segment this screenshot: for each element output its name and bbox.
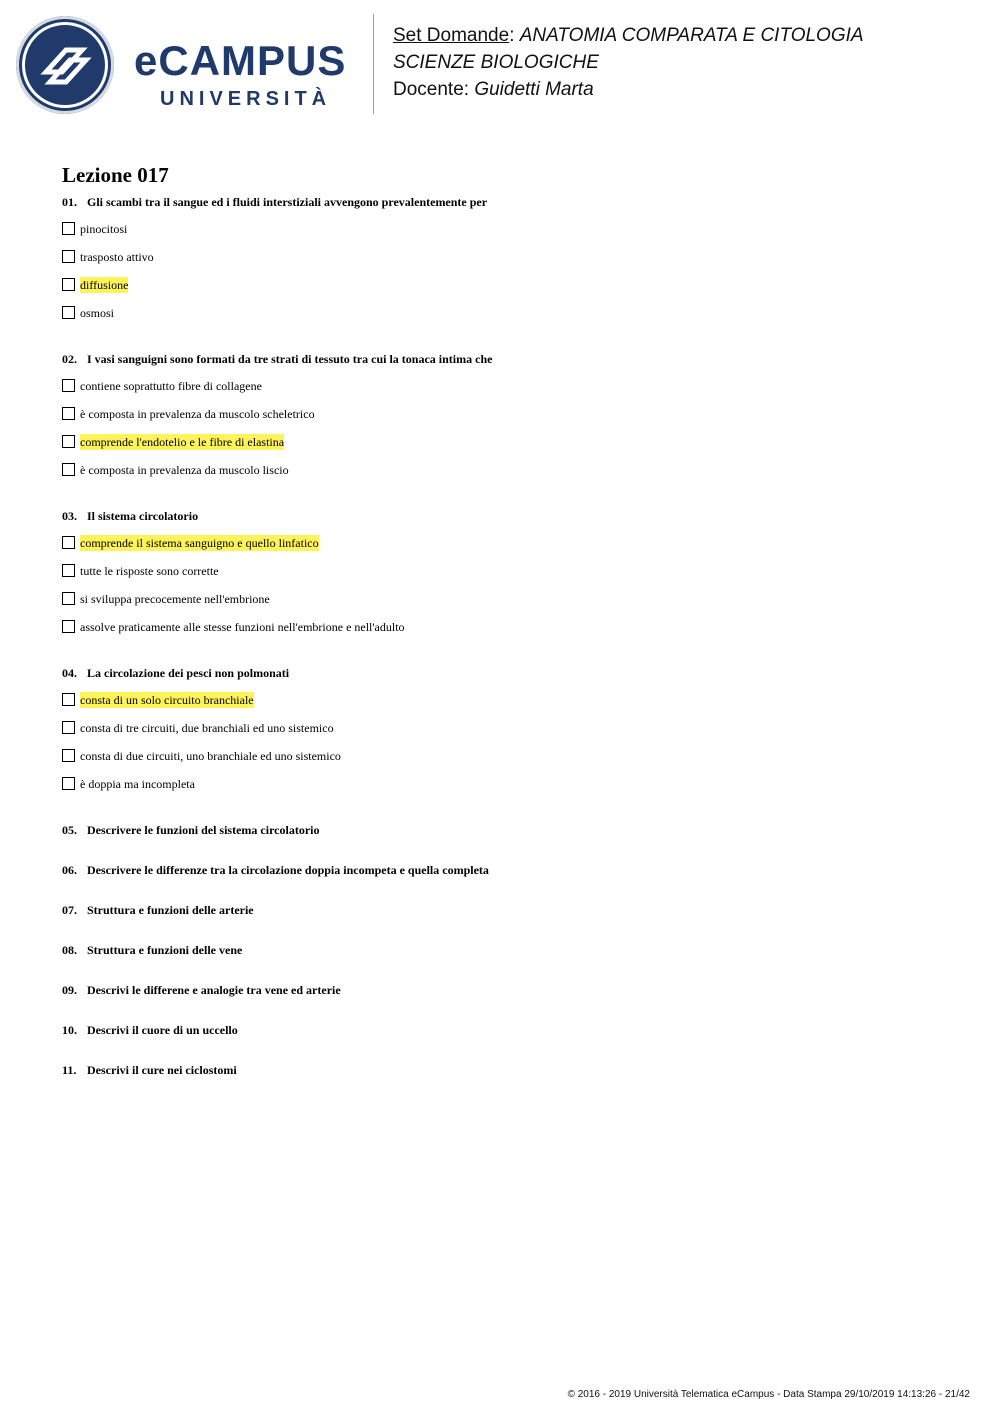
question-text [62,351,962,367]
question-text [62,942,962,958]
lesson-title: Lezione 017 [62,163,169,187]
question-label: Gli scambi tra il sangue ed i fluidi interstiziali avvengono prevalentemente per [87,195,488,209]
question-text [62,665,962,681]
answer-option[interactable] [62,459,962,487]
answer-text: tutte le risposte sono corrette [80,564,219,578]
answer-checkbox[interactable] [62,749,75,762]
question-number: 01. [62,195,77,209]
answer-checkbox[interactable] [62,250,75,263]
question-block [62,982,962,998]
answer-text: è composta in prevalenza da muscolo scheletrico [80,407,315,421]
answer-checkbox[interactable] [62,306,75,319]
page-footer: © 2016 - 2019 Università Telematica eCampus - Data Stampa 29/10/2019 14:13:26 - 21/42 [567,1389,970,1400]
question-number: 09. [62,983,77,997]
brand-name: eCAMPUS [134,37,347,84]
question-block [62,862,962,878]
answer-option[interactable] [62,588,962,616]
question-number: 04. [62,666,77,680]
answer-option[interactable] [62,616,962,644]
question-set [62,162,962,1102]
answer-checkbox[interactable] [62,278,75,291]
question-block [62,902,962,918]
answer-checkbox[interactable] [62,721,75,734]
answer-text: osmosi [80,306,115,320]
question-block [62,1022,962,1038]
answer-option[interactable] [62,717,962,745]
question-block [62,508,962,644]
answer-option[interactable] [62,689,962,717]
question-list [62,194,962,1078]
answer-option[interactable] [62,274,962,302]
set-title-line1: ANATOMIA COMPARATA E CITOLOGIA [519,25,864,46]
answer-text-highlighted: comprende l'endotelio e le fibre di elastina [80,435,285,449]
page-header [0,0,1000,130]
question-label: Il sistema circolatorio [87,509,199,523]
answer-option[interactable] [62,375,962,403]
question-label: Descrivi le differene e analogie tra vene ed arterie [87,983,341,997]
question-block [62,194,962,330]
answer-checkbox[interactable] [62,463,75,476]
question-number: 11. [62,1063,77,1077]
question-label: Struttura e funzioni delle arterie [87,903,254,917]
answer-text: assolve praticamente alle stesse funzioni nell'embrione e nell'adulto [80,620,405,634]
answer-checkbox[interactable] [62,564,75,577]
question-text [62,862,962,878]
answer-text: è composta in prevalenza da muscolo liscio [80,463,289,477]
question-number: 08. [62,943,77,957]
answer-option[interactable] [62,403,962,431]
answer-option[interactable] [62,246,962,274]
answer-checkbox[interactable] [62,592,75,605]
answer-checkbox[interactable] [62,222,75,235]
question-block [62,351,962,487]
answer-text: consta di due circuiti, uno branchiale ed uno sistemico [80,749,341,763]
question-number: 05. [62,823,77,837]
answer-text: pinocitosi [80,222,128,236]
answer-text: è doppia ma incompleta [80,777,195,791]
question-text [62,1062,962,1078]
question-number: 02. [62,352,77,366]
question-block [62,822,962,838]
question-text [62,194,962,210]
question-label: Descrivi il cure nei ciclostomi [87,1063,237,1077]
question-label: Struttura e funzioni delle vene [87,943,243,957]
question-text [62,902,962,918]
question-text [62,508,962,524]
question-label: Descrivere le funzioni del sistema circolatorio [87,823,320,837]
set-label: Set Domande [393,25,510,46]
answer-option[interactable] [62,773,962,801]
answer-text-highlighted: comprende il sistema sanguigno e quello linfatico [80,536,319,550]
answer-option[interactable] [62,431,962,459]
answer-checkbox[interactable] [62,536,75,549]
header-divider [373,14,374,114]
answer-checkbox[interactable] [62,620,75,633]
question-label: I vasi sanguigni sono formati da tre strati di tessuto tra cui la tonaca intima che [87,352,493,366]
answer-checkbox[interactable] [62,407,75,420]
answer-option[interactable] [62,560,962,588]
question-text [62,822,962,838]
answer-text: consta di tre circuiti, due branchiali ed uno sistemico [80,721,334,735]
set-title-line2: SCIENZE BIOLOGICHE [393,52,599,73]
question-number: 07. [62,903,77,917]
answer-checkbox[interactable] [62,379,75,392]
answer-option[interactable] [62,302,962,330]
docente-name: Guidetti Marta [474,79,594,100]
answer-option[interactable] [62,218,962,246]
question-label: Descrivi il cuore di un uccello [87,1023,238,1037]
question-number: 06. [62,863,77,877]
answer-checkbox[interactable] [62,777,75,790]
docente-label: Docente: [393,79,470,100]
question-number: 03. [62,509,77,523]
ecampus-logo-icon [16,16,114,114]
question-block [62,942,962,958]
question-text [62,1022,962,1038]
answer-checkbox[interactable] [62,693,75,706]
answer-text-highlighted: diffusione [80,278,129,292]
answer-checkbox[interactable] [62,435,75,448]
brand-subtitle: UNIVERSITÀ [160,88,332,110]
question-block [62,665,962,801]
question-label: Descrivere le differenze tra la circolazione doppia incompeta e quella completa [87,863,489,877]
answer-text: contiene soprattutto fibre di collagene [80,379,262,393]
answer-text-highlighted: consta di un solo circuito branchiale [80,693,254,707]
answer-text: trasposto attivo [80,250,154,264]
answer-option[interactable] [62,532,962,560]
header-info: Set Domande: ANATOMIA COMPARATA E CITOLOGIA SCIENZE BIOLOGICHE Docente: Guidetti Marta [393,25,864,100]
answer-text: si sviluppa precocemente nell'embrione [80,592,270,606]
question-block [62,1062,962,1078]
question-label: La circolazione dei pesci non polmonati [87,666,290,680]
answer-option[interactable] [62,745,962,773]
question-number: 10. [62,1023,77,1037]
question-text [62,982,962,998]
